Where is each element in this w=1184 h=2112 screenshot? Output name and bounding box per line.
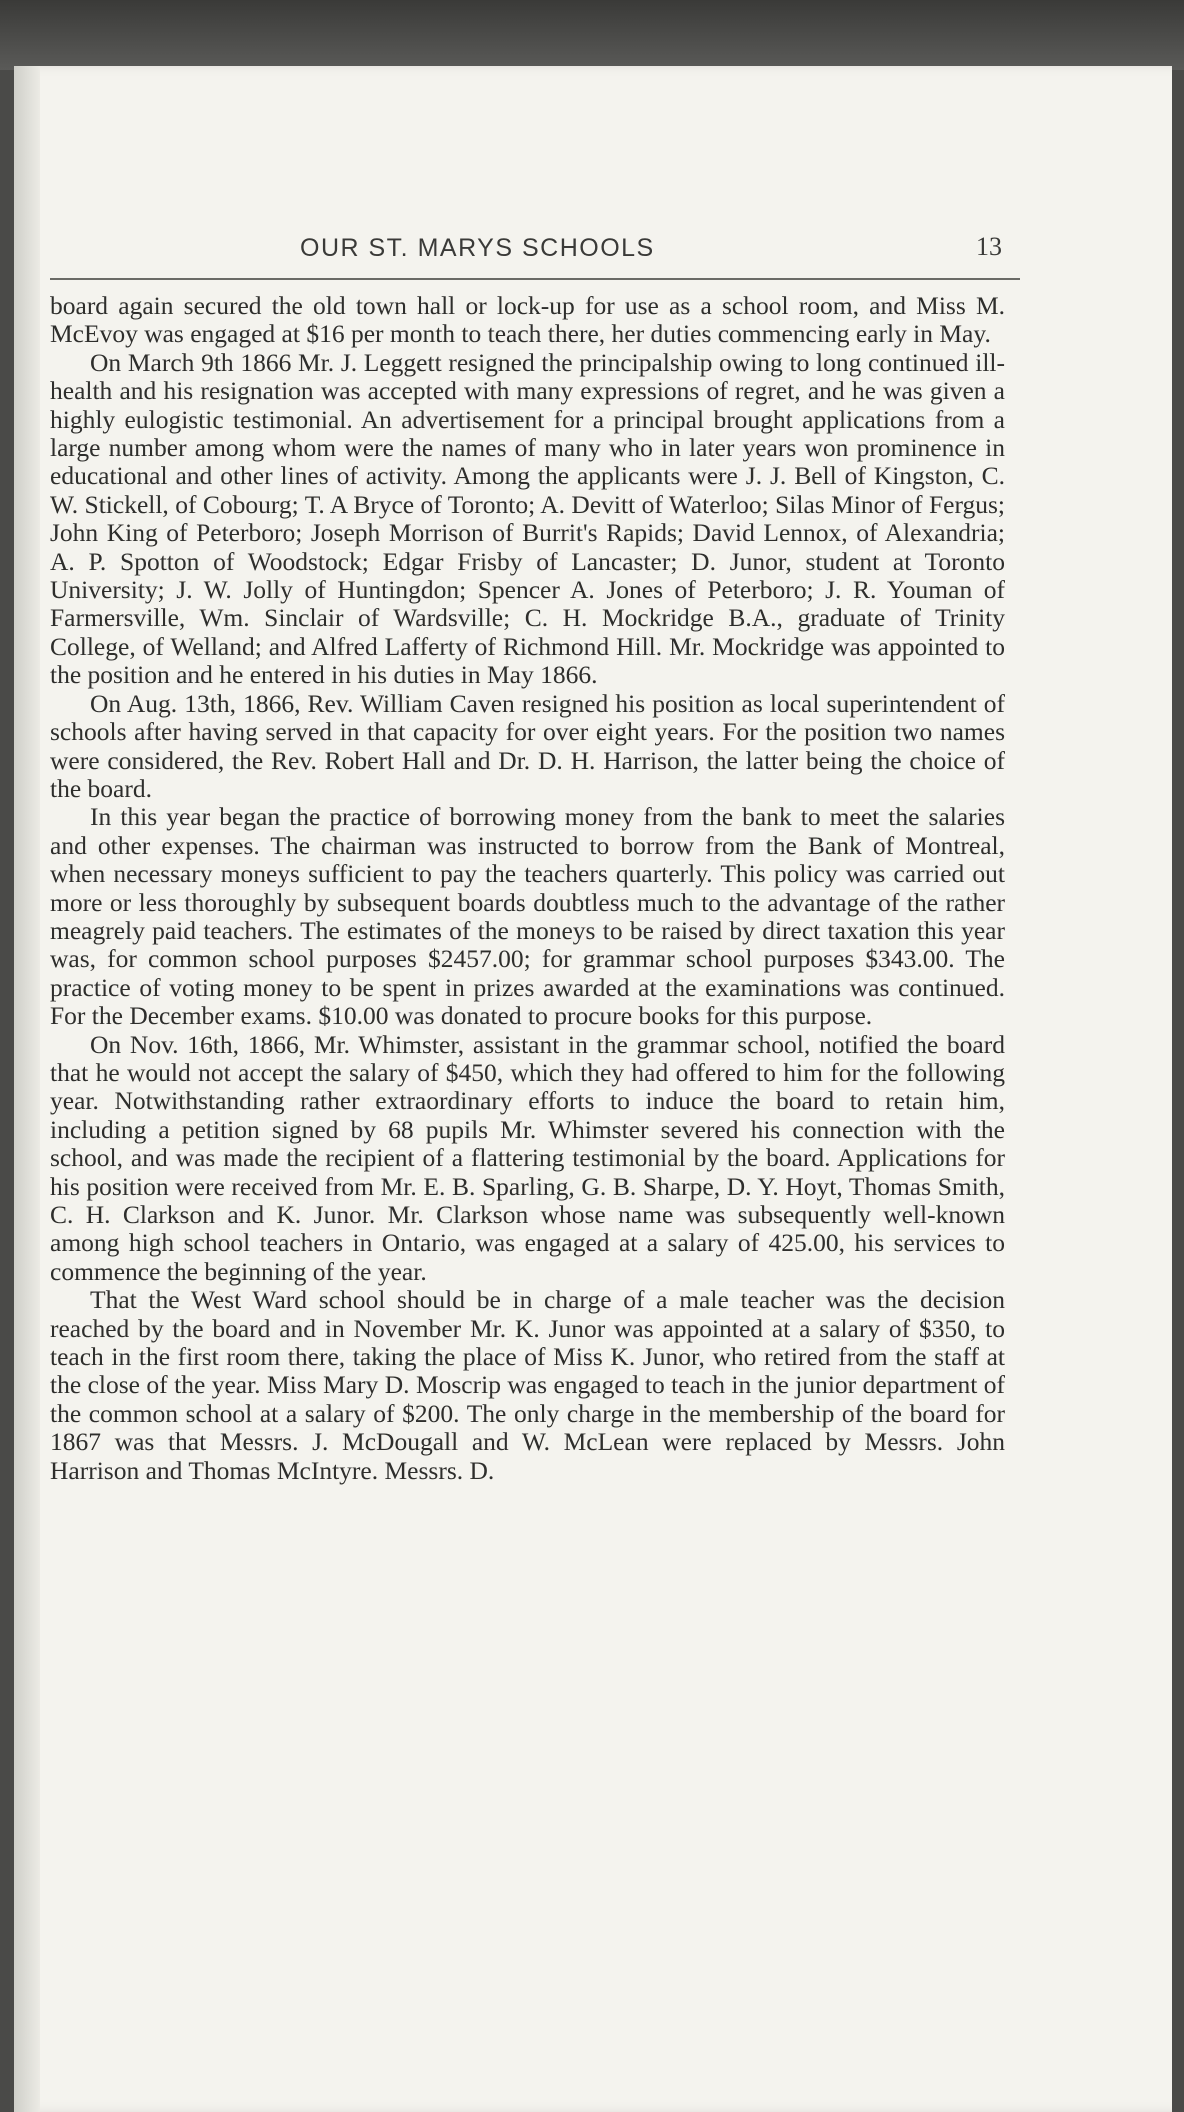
paragraph: That the West Ward school should be in charge of a male teacher was the decision reached by the board and in November Mr. K. Junor was appointed at a salary of $350, to teach in the first room there, taking the place of Miss K. Junor, who retired from the staff at the close of the year. Miss Mary D. Moscrip was engaged to teach in the junior department of the common school at a salary of $200. The only charge in the membership of the board for 1867 was that Messrs. J. McDougall and W. McLean were replaced by Messrs. John Harrison and Thomas McIntyre. Messrs. D.: [50, 1285, 1005, 1485]
paragraph: In this year began the practice of borrowing money from the bank to meet the salaries and other expenses. The chairman was instructed to borrow from the Bank of Montreal, when necessary moneys sufficient to pay the teachers quarterly. This policy was carried out more or less thoroughly by subsequent boards doubtless much to the advantage of the rather meagrely paid teachers. The estimates of the moneys to be raised by direct taxation this year was, for common school purposes $2457.00; for grammar school purposes $343.00. The practice of voting money to be spent in prizes awarded at the examinations was continued. For the December exams. $10.00 was donated to procure books for this purpose.: [50, 802, 1005, 1031]
page-gutter: [14, 66, 40, 2112]
running-head: OUR ST. MARYS SCHOOLS: [300, 234, 655, 262]
scan-background: [0, 0, 1184, 70]
body-text: [50, 292, 1005, 1485]
paragraph: On Nov. 16th, 1866, Mr. Whimster, assistant in the grammar school, notified the board that he would not accept the salary of $450, which they had offered to him for the following year. Notwithstanding rather extraordinary efforts to induce the board to retain him, including a petition signed by 68 pupils Mr. Whimster severed his connection with the school, and was made the recipient of a flattering testimonial by the board. Applications for his position were received from Mr. E. B. Sparling, G. B. Sharpe, D. Y. Hoyt, Thomas Smith, C. H. Clarkson and K. Junor. Mr. Clarkson whose name was subsequently well-known among high school teachers in Ontario, was engaged at a salary of 425.00, his services to commence the beginning of the year.: [50, 1029, 1005, 1286]
paragraph: board again secured the old town hall or lock-up for use as a school room, and Miss M. McEvoy was engaged at $16 per month to teach there, her duties commencing early in May.: [50, 291, 1005, 349]
paragraph: On March 9th 1866 Mr. J. Leggett resigned the principalship owing to long continued ill-health and his resignation was accepted with many expressions of regret, and he was given a highly eulogistic testimonial. An advertisement for a principal brought applications from a large number among whom were the names of many who in later years won prominence in educational and other lines of activity. Among the applicants were J. J. Bell of Kingston, C. W. Stickell, of Cobourg; T. A Bryce of Toronto; A. Devitt of Waterloo; Silas Minor of Fergus; John King of Peterboro; Joseph Morrison of Burrit's Rapids; David Lennox, of Alexandria; A. P. Spotton of Woodstock; Edgar Frisby of Lancaster; D. Junor, student at Toronto University; J. W. Jolly of Huntingdon; Spencer A. Jones of Peterboro; J. R. Youman of Farmersville, Wm. Sinclair of Wardsville; C. H. Mockridge B.A., graduate of Trinity College, of Welland; and Alfred Lafferty of Richmond Hill. Mr. Mockridge was appointed to the position and he entered in his duties in May 1866.: [50, 347, 1005, 690]
paragraph: On Aug. 13th, 1866, Rev. William Caven resigned his position as local superintendent of schools after having served in that capacity for over eight years. For the position two names were considered, the Rev. Robert Hall and Dr. D. H. Harrison, the latter being the choice of the board.: [50, 688, 1005, 803]
page-number: 13: [976, 232, 1002, 261]
page-header: [50, 228, 1020, 280]
